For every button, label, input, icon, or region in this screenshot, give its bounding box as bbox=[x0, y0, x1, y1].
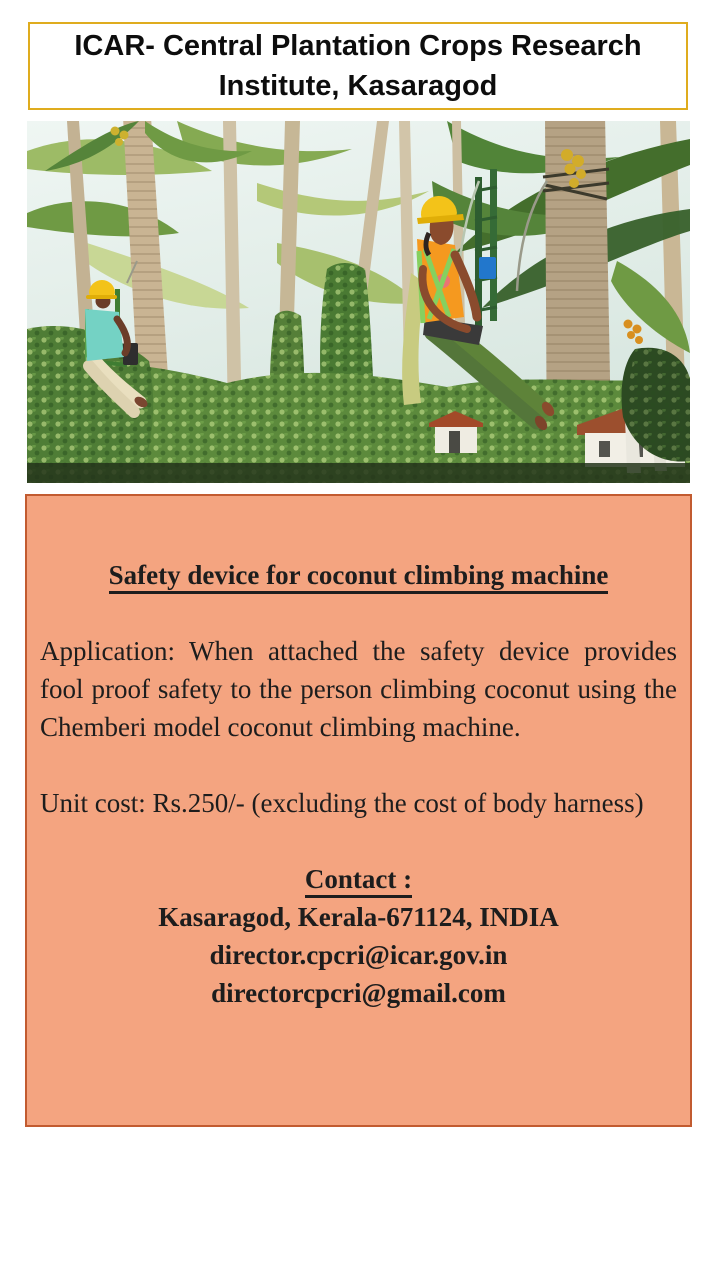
contact-email-gmail: directorcpcri@gmail.com bbox=[211, 978, 506, 1008]
device-heading-text: Safety device for coconut climbing machine bbox=[109, 560, 609, 594]
unit-cost-paragraph: Unit cost: Rs.250/- (excluding the cost of body harness) bbox=[40, 788, 644, 818]
institute-title-box bbox=[28, 22, 688, 110]
device-heading bbox=[40, 556, 677, 594]
contact-email-icar: director.cpcri@icar.gov.in bbox=[209, 940, 508, 970]
institute-title-line2: Institute, Kasaragod bbox=[218, 70, 498, 102]
application-paragraph: Application: When attached the safety device provides fool proof safety to the person climbing coconut using the Chemberi model coconut climbing machine. bbox=[40, 636, 677, 742]
contact-block bbox=[40, 860, 677, 1012]
contact-label: Contact : bbox=[40, 860, 677, 898]
photo-coconut-climbers bbox=[27, 121, 690, 483]
info-panel bbox=[25, 494, 692, 1127]
contact-address: Kasaragod, Kerala-671124, INDIA bbox=[158, 902, 559, 932]
institute-title-line1: ICAR- Central Plantation Crops Research bbox=[74, 30, 642, 62]
